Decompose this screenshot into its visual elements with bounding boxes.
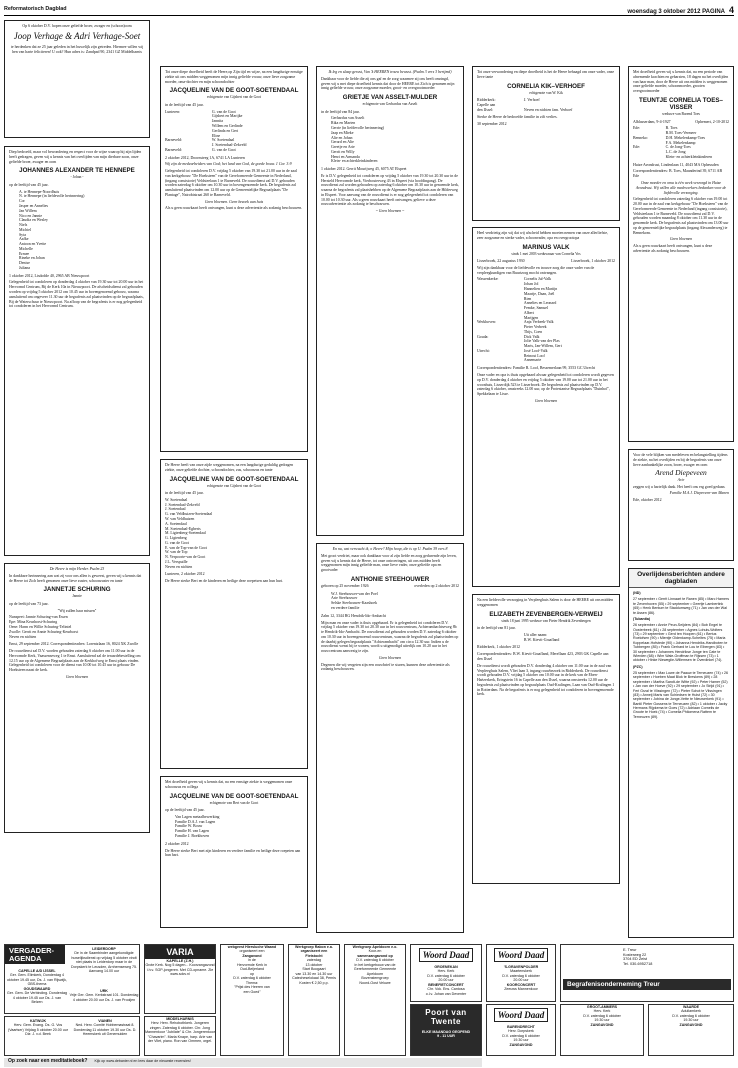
- family-line: Klein- en achterkleinkinderen: [331, 159, 378, 164]
- family-line: W. van Veldhuizen: [165, 517, 195, 521]
- ad-line: Fietstocht: [305, 953, 323, 958]
- family-line: Neven en nichten: [165, 564, 193, 569]
- family-line: N. te Hennepe (in liefdevolle herinnering): [19, 194, 85, 199]
- ad-line: ZANGAVOND: [509, 1042, 533, 1047]
- ad-verhage: Op 6 oktober D.V. hopen onze geliefde broer, zwager en (schoon)oom Joop Verhage & Adri Verhage-Soet te herdenken dat ze 25 jaar geleden in het huwelijk zijn getreden. Hiermee willen wij hen van harte feliciteren! U ook? Hun adres is: Zandpad 90, 2341 GZ Middelharnis: [4, 20, 150, 138]
- page-header: [4, 6, 734, 16]
- ad-sgravenpolder: [486, 944, 556, 1002]
- family-line: Gerard en Alie: [331, 140, 354, 145]
- family-line: Familie D.A.J. van Lagen: [175, 819, 216, 824]
- ad-groenekan: [410, 944, 482, 1002]
- family-line: W. van de Top: [165, 550, 188, 555]
- family-line: Marijgen: [523, 315, 539, 320]
- ad-te-hennepe: Diep bedroefd, maar vol bewondering en respect voor de wijze waarop hij zijn lijden heeft gedragen, geven wij u kennis van het overlijden van mijn dierbare zoon, onze geliefde broer, zwager en oom JOHANNES ALEXANDER TE HENNEPE - Johan - op de leeftijd van 45 jaar. A. te Hennepe-Noordhuis N. te Hennepe (in liefdevolle herinnering) Cor Jasper en Annelies Jan Willem Nico en Jannie Claudia en Wesley Niels Michiel Syta Aafke Antoon en Yvette Michelle Ermee Rineke en Johan Denise Juliana 1 oktober 2012, Lisdodde 40, 2965 AB Nieuwpoort Gelegenheid tot condoleren op donderdag 4 oktober van 19.30 uur tot 20.00 uur in het Hervormd Centrum, Bij de Kerk 10a in Nieuwpoort. De afscheidsdienst zal gehouden worden op vrijdag 5 oktober 2012 om 10.45 uur in bovengenoemd gebouw, waarna aansluitend om ongeveer 11.30 uur de begrafenis zal plaatsvinden op de begraafplaats, Bij de Waterschuur te Nieuwpoort. Na afloop van de begrafenis is er nog gelegenheid tot condoleren in het Hervormd Centrum.: [4, 146, 150, 556]
- family-line: Annelies en Leonard: [523, 301, 557, 306]
- family-line: Capelle aan: [477, 102, 496, 107]
- family-line: Jan Willem: [19, 208, 37, 213]
- family-list: [477, 277, 615, 363]
- family-list: [321, 116, 459, 164]
- family-line: A. Soetendaal: [165, 521, 187, 526]
- varia: VARIA KAPELLE (Z.H.) Grote Kerk. Nog 5 dagen... Koorzangavond i.h.v. SGP-jongeren. Met CD-opname. Zie www.sdcv.nl: [144, 944, 216, 1014]
- ad-diepeveen: Voor de vele blijken van medeleven en belangstelling tijdens de ziekte, na het overlijden en bij de begrafenis van onze lieve aanhankelijke zoon, broer, zwager en oom Arend Diepeveen Arie zeggen wij u hartelijk dank. Het heeft ons erg goed gedaan. Familie M.A.J. Diepeveen-van Manen Ede, oktober 2012: [628, 449, 734, 561]
- family-line: Rika en Marten: [331, 121, 356, 126]
- family-line: Gijsbert en Marijke: [211, 114, 243, 119]
- family-line: Uit aller naam:: [523, 632, 548, 637]
- family-list: [9, 615, 145, 639]
- varia-middelharnis: MIDDELHARNIS Herv. Herv. Rehobothkerk. Jongeren zingen. Zaterdag 6 oktober. Chr. Jong Mannenkoor "Jubilate" & Chr. Jongerenkoor "Chavarim". Maria Knape, harp. Arie van der Vliet, piano. Ron van Ommen, orgel.: [144, 1016, 216, 1056]
- family-line: G. Ligtenberg: [165, 536, 187, 541]
- ad-zevenbergen: Na een liefdevolle verzorging in Verpleeghuis Salem is door de HEERE uit ons midden weggenomen ELIZABETH ZEVENBERGEN-VERWEIJ sinds 18 juni 1995 weduwe van Pieter Hendrik Zevenbergen in de leeftijd van 81 jaar. Uit aller naam: B.W. Kievit-Graafland Ridderkerk, 1 oktober 2012 Correspondentieadres: B.W. Kievit-Graafland, Merellaan 423, 2903 GK Capelle aan den IJssel De rouwdienst wordt gehouden D.V. donderdag 4 oktober om 11.00 uur in de zaal van Verpleeghuis Salem, Vliet laan 3, ingang rouwbezoek in Ridderkerk. De rouwdienst wordt gehouden D.V. vrijdag 5 oktober om 10.00 uur in de kerk van de Eben-Haëzerkerk, Eringstein 16 in Capelle aan den IJssel, waarna omstreeks 12.00 uur de begrafenis zal plaatsvinden op begraafplaats Oud-Kralingen, Laan van Oud-Kralingen 1 in Rotterdam. Na de begrafenis is er nog gelegenheid tot condoleren in bovengenoemde kerk.: [472, 594, 620, 884]
- newspaper-name: Reformatorisch Dagblad: [4, 6, 67, 12]
- family-line: G. van de Goot: [165, 540, 189, 545]
- ad-valk: Heel verdrietig zijn wij dat wij afscheid hebben moeten nemen van onze allerliefste, zeer zorgzame en sterke vader, schoonvader, opa en overgrootopa MARINUS VALK sinds 1 mei 2003 weduwnaar van Cornelia Vos Lisserbroek, 22 augustus 1930 Lisserbroek, 1 oktober 2012 Wij zijn dankbaar voor de liefdevolle en trouwe zorg die onze vader van de verpleegkundigen van Buurtzorg mocht ontvangen. Wassenkerke: Cornelis Jul-Valk Johan Jol Hannelien en Martijn Maartje, Daan, Joël Rien Annelies en Leonard Femke, Samuel Albert Marijgen Werkhoven: Anja Verbeek-Valk Pieter Verbeek Thijs, Coen Gouda: Dick Valk Jolie Valk-van der Plas Maris, Jan-Willem, Gert Utrecht: José Loof-Valk Reinout Loof Annemarie Correspondentieadres: Familie R. Loof, Bessemerlaan 99, 3553 GC Utrecht Onze vader en opa is thuis opgebaard alwaar gelegenheid tot condoleren wordt gegeven op D.V. donderdag 4 oktober en vrijdag 5 oktober van 19.00 uur tot 21.00 uur in het woonhuis, Lisserdijk 523 te Lisserbroek. De begrafenis zal plaatsvinden op D.V. zaterdag 6 oktober, omstreeks 12.00 uur, op de Protestantse Begraafplaats "Duinhof", Spekkelaan te Lisse. Geen bloemen: [472, 227, 620, 587]
- family-line: J. Soetendaal: [165, 507, 186, 512]
- family-line: Gerrit en Willy: [331, 149, 355, 154]
- family-line: L.C. de Jong: [665, 150, 686, 155]
- ad-line: samenzangavond op: [357, 953, 393, 958]
- ad-line: 19.30 uur: [513, 1038, 529, 1043]
- family-line: Epe: Mina Keurhorst-Schuring: [9, 620, 58, 625]
- ad-line: Apeldoorn: [366, 971, 384, 976]
- family-line: E. van de Top-van de Goot: [165, 545, 207, 550]
- ad-barendrecht: [486, 1004, 556, 1056]
- family-line: Arie Steehouwer: [331, 596, 358, 601]
- family-line: Familie J. Boekhoven: [175, 834, 210, 838]
- family-line: den IJssel: Neven en nichten fam. Verhoef: [477, 107, 573, 112]
- ad-line: D.V. zaterdag 6 oktober: [427, 973, 465, 978]
- ad-oud-beijerland: [220, 944, 284, 1056]
- family-line: Femke, Samuel: [523, 306, 549, 311]
- family-line: Claudia en Wesley: [19, 218, 49, 223]
- family-line: Eline: [211, 133, 221, 138]
- ad-line: Start Boogaart: [302, 967, 326, 972]
- ad-line: BARENDRECHT: [507, 1025, 535, 1029]
- ad-line: D.V. zaterdag 6 oktober: [502, 973, 540, 978]
- family-line: Barneveld: W. Soetendaal: [165, 138, 235, 143]
- family-line: Ridderkerk: J. Verhoef: [477, 98, 540, 103]
- ad-line: 19.30 uur: [594, 1018, 610, 1023]
- vergader-agenda: VERGADER-AGENDA LEIDERDORP De in de Saambinder aangekondigde huwelijksdienst op vrijdag 5 oktober vindt niet plaats in Leiderdorp maar in de Dorpskerk te Leusden, Arnhemseweg 75. Aanvang 14.00 uur CAPELLE A/D IJSSEL Ger. Gem. Elimkerk, Donderdag 4 oktober 19.45 uur, Ds. J. van Rijswijk, GBS-thema GOUDSWAARD Ger. Gem. De Verbinding. Donderdag 4 oktober 19.45 uur Ds. J. van Belzen URK Vrije Ger. Gem. Kerkstraat 101. Donderdag 4 oktober 20.00 uur Ds. J. van Prooijen: [4, 944, 140, 1014]
- family-line: Gouda: Dick Valk: [477, 334, 540, 339]
- family-line: Michiel: [19, 227, 32, 232]
- family-line: Cor: [19, 199, 25, 204]
- ad-line: Zeeuws Mannenkoor: [504, 987, 538, 992]
- family-line: M. Ligtenberg-Soetendaal: [165, 531, 206, 536]
- family-line: A. te Hennepe-Noordhuis: [19, 189, 60, 194]
- ad-line: Gereformeerde Gemeente: [353, 967, 397, 972]
- ad-line: 'S-GRAVENPOLDER: [503, 965, 539, 969]
- family-line: M. Soetendaal-Egberts: [165, 526, 201, 531]
- ad-line: Zangavond: [242, 953, 262, 958]
- ad-line: 3704 ED Zeist: [623, 957, 648, 962]
- family-line: Gerrie (in liefdevolle herinnering): [331, 126, 385, 130]
- family-list: [633, 126, 729, 159]
- family-line: Ede: B. Toes: [633, 126, 678, 131]
- family-list: [477, 633, 615, 643]
- family-line: Jolie Valk-van der Plas: [523, 339, 560, 344]
- family-line: Thijs, Coen: [523, 329, 543, 334]
- family-line: Klein- en achterkleinkinderen: [665, 154, 713, 159]
- ad-groot-ammers: [560, 1004, 644, 1056]
- meditatieboek-banner[interactable]: Op zoek naar een meditatieboek? Kijk op www.debanier.nl en lees daar de nieuwste recensies!: [4, 1058, 482, 1067]
- ad-line: zaterdag: [307, 958, 321, 963]
- ad-line: D.V. zaterdag 6 oktober: [583, 1013, 621, 1018]
- ad-waarde: [648, 1004, 734, 1056]
- family-line: Barneveld: G. van de Goot: [165, 147, 236, 152]
- family-line: Wassenkerke: Cornelis Jul-Valk: [477, 277, 552, 282]
- ad-line: Kosten € 2,50 p.p.: [299, 980, 329, 985]
- ad-poort-van-twente: Poort van Twente ELKE MAANDAG GEOPEND 9 - 11 UUR: [410, 1004, 482, 1056]
- ad-line: Koor-en: [368, 949, 382, 954]
- ad-line: 13 oktober: [305, 962, 323, 967]
- ad-line: D.V. zaterdag 6 oktober: [672, 1013, 710, 1018]
- family-line: Ede: C. de Jong-Toes: [633, 145, 691, 150]
- family-line: J. Soetendaal-Zekveld: [211, 143, 247, 148]
- family-line: Juliana: [19, 265, 31, 270]
- family-line: Johan Jol: [523, 282, 539, 287]
- ad-van-asselt: Ik leg en slaap gerust, Van 'k HEEREN trouw bewust. (Psalm 3 vers 3 berijmd) Dankbaar voor de liefde die zij ons gaf en de zorg waarmee zij ons heeft omringd, geven wij u met diepe droefheid kennis dat door de HEERE tot Zich is genomen mijn innig geliefde vrouw, onze zorgzame moeder, groot- en overgrootmoeder GRIETJE VAN ASSELT-MULDER echtgenote van Gerhardus van Asselt in de leeftijd van 84 jaar. Gerhardus van Asselt Rika en Marten Gerrie (in liefdevolle herinnering) Jaap en Mieke Alie en Johan Gerard en Alie Greetje en Arie Gerrit en Willy Henri en Armanda Klein- en achterkleinkinderen 1 oktober 2012. Gerrit Mourijweg 45, 6075 AT Elspeet Er is D.V. gelegenheid tot condoleren op vrijdag 5 oktober van 19.30 tot 20.30 uur in de Hersteld Hervormde kerk, Vierhouterweg 43 in Elspeet (via hoofdingang). De rouwdienst zal worden gehouden op zaterdag 6 oktober om 10.30 uur in genoemde kerk, waarna de begrafenis zal plaatshebben op de Algemene Begraafplaats aan de Hilderweg in Elspeet. Voor aanvang van de rouwdienst is er nog gelegenheid tot condoleren van 10.00 tot 10.30 uur. Als u geen rouwkaart heeft ontvangen, gelieve u deze rouwadvertentie als zodanig te beschouwen. ~ Geen bloemen ~: [316, 66, 464, 536]
- family-list: [165, 110, 303, 153]
- ad-line: Chr. Vok. Ens. Cantosa: [427, 987, 465, 992]
- family-line: Rineke en Johan: [19, 256, 45, 261]
- family-line: Rien: [523, 296, 532, 301]
- ad-line: ZANGAVOND: [679, 1022, 703, 1027]
- family-line: Selske Steehouwer-Kaashoek: [331, 601, 378, 606]
- ad-line: WAARDE: [683, 1005, 699, 1009]
- family-list: [165, 498, 303, 569]
- ad-line: Werkgroep Apeldoorn e.o.: [352, 945, 398, 949]
- family-line: Werkhoven: Anja Verbeek-Valk: [477, 320, 554, 325]
- ad-line: in de: [248, 958, 256, 963]
- ad-line: KOORCONCERT: [506, 982, 536, 987]
- life-dates: Lisserbroek, 22 augustus 1930 Lisserbroek, 1 oktober 2012: [477, 259, 615, 264]
- family-line: J. Soetendaal-Zekveld: [165, 502, 200, 507]
- ad-line: Kosterweg 22: [623, 952, 647, 957]
- woord-en-daad-logo: Woord Daad: [494, 1008, 549, 1022]
- ad-steehouwer: En nu, wat verwacht ik, o Heere? Mijn hoop, die is op U. Psalm 39 vers 8 Met groot verdriet, maar ook dankbaar voor al zijn liefde en zorg gedurende zijn leven, geven wij u kennis dat de Heere, tot onze ontroeringen, uit ons midden heeft weggenomen mijn innig geliefde man, onze lieve vader, onze geliefde opa en grootvader ANTHONIE STEEHOUWER geboren op 25 november 1926 overleden op 2 oktober 2012 W.J. Steehouwer-van der Poel Arie Steehouwer Selske Steehouwer-Kaashoek en verdere familie Zalm 12, 3344 BG Hendrik-Ido-Ambacht Mijn man en onze vader is thuis opgebaard. Er is gelegenheid tot condoleren D.V. vrijdag 5 oktober van 19.30 tot 20.30 uur in het rouwcentrum, Achterambachtseweg 8b te Hendrik-Ido-Ambacht. De rouwdienst zal gehouden worden D.V. zaterdag 6 oktober om 10.30 uur in bovengenoemd rouwcentrum, waarna de begrafenis zal plaatsvinden op de daarbij gelegen begraafplaats "Achterambacht" om circa 12.30 uur. Indien u de rouwdienst wenst bij te wonen, wordt u uitgenodigd uiterlijk om 10.20 uur in het rouwcentrum aanwezig te zijn. Geen bloemen Degenen die wij vergeten zijn een rouwbrief te sturen, kunnen deze advertentie als zodanig beschouwen.: [316, 543, 464, 933]
- family-line: Reinout Loof: [523, 353, 545, 358]
- family-line: Jasper en Annelies: [19, 204, 48, 208]
- family-line: Pieter Verbeek: [523, 325, 547, 330]
- ad-line: Thema:: [245, 980, 259, 985]
- ad-van-de-goot-1: Tot onze diepe droefheid heeft de Heere,op Zijn tijd en wijze, na een langdurige ernstige ziekte uit ons midden weggenomen mijn innig geliefde vrouw, onze lieve zorgzame moeder, oma-dochter en mijn schoondochter JACQUELINE VAN DE GOOT-SOETENDAAL echtgenote van Gijsbert van de Goot in de leeftijd van 45 jaar. Lunteren: G. van de Goot Gijsbert en Marijke Jannita Willem en Gerlinde Gerlinda en Gert Eline Barneveld: W. Soetendaal J. Soetendaal-Zekveld Barneveld: G. van de Goot 2 oktober 2012, Doornsteeg 1A, 6741 LA Lunteren Wij zijn de medearbeiders van God; het land van God, de goede bouw. 1 Cor. 3:9 Gelegenheid tot condoleren D.V. vrijdag 5 oktober van 19.30 tot 21.00 uur in de zaal van kerkgebouw "De Hoeksteen" van de Gereformeerde Gemeente in Nederland, (ingang consistorie) Veldsteelaan 1 te Barneveld. De rouwdienst zal D.V. gehouden worden zaterdag 6 oktober om 10.30 uur in bovengenoemde kerk. De begrafenis zal aansluitend plaatsvinden om 12.00 uur op de Gemeentelijke Begraafplaats "De Plantage", Nairobistraat 260 te Barneveld. Geen bloemen. Geen bezoek aan huis Als u geen rouwkaart heeft ontvangen, kunt u deze advertentie als zodanig beschouwen.: [160, 66, 308, 452]
- ad-toes-visser-main: Met droefheid geven wij u kennis dat, na een periode van afnemende krachten en gebarsten, 18 dagen na het overlijden van haar man, door de Heere uit ons midden is weggenomen onze geliefde moeder, schoonmoeder, grooten overgrootmoeder TEUNTJE CORNELIA TOES–VISSER weduwe van Barend Toes Alblasserdam, 9-4-1927 Ophemert, 2-10-2012 Ede: B. Toes B.M. Toes-Vermeer Benneko: D.H. Mekelenkamp-Toes F.A. Mekelenkamp Ede: C. de Jong-Toes L.C. de Jong Klein- en achterkleinkinderen Huize Avondrust, Lindenlaan 11, 4043 MA Opheusden Correspondentieadres: B. Toes, Maanderind 39, 6711 AB Ede Onze moeder en oma is één week verzorgd in Huize Avondrust. Wij willen alle medewerkers bedanken voor de liefdevolle verzorging. Gelegenheid tot condoleren zaterdag 6 oktober van 19.00 tot 20.00 uur in de zaal van kerkgebouw "De Hoeksteen" van de Gereformeerde Gemeente in Nederland (ingang consistorie), Veldsteelaan 1 te Barneveld. De rouwdienst zal D.V. gehouden worden maandag 8 oktober om 11.30 uur in de genoemde kerk. De begrafenis zal plaatsvinden om 13.00 uur op de gemeentelijke begraafplaats (ingang Alexanderweg) te Bennekom. Geen bloemen Als u geen rouwkaart heeft ontvangen, kunt u deze advertentie als zodanig beschouwen.: [628, 66, 734, 442]
- overview-item: 25 september • Max Lowe de Paauw te Terneuzen (74) • 26 september • Hoeben Maat Blok te Breskens (89) • 28 september • Martha Sandt-de Witte (92) • Peter Hamer (52) • Jan van der Hoeve (92) • 29 september • Jo Strijd (91) • Feri Grzal te Vlissingen (72) • Pieter Schot te Vlissingen (83) • Anneij Maris van Schiedsen te Hulst (72) • 30 september • Jobina de Jonge-Vette te Nieuwerkerk (91) • Bantil Pieter Gossens te Terneuzen (82) • 1 oktober • Jacky Hermans Rijpkema te Goes (72) • Adriaan Cornelis de Groote te Hoek (74) • Cornelia Philomena Rattem te Terneuzen (89).: [633, 671, 728, 719]
- family-line: Greetje en Arie: [331, 145, 355, 150]
- ad-line: 20.00 uur: [513, 978, 529, 983]
- family-line: Willem en Gerlinde: [211, 124, 243, 128]
- overview-item: (Tubantia): [633, 616, 651, 621]
- ad-fietstocht: [288, 944, 340, 1056]
- family-list: [9, 190, 145, 271]
- family-line: B.W. Kievit-Graafland: [523, 637, 560, 642]
- overview-item: (PZC): [633, 664, 643, 669]
- family-line: Michelle: [19, 246, 33, 251]
- agenda-continued: KATWIJK Herv. Gem. Evang. Ds. G. Vos (Vaartser) Vrijdag 5 oktober 20.00 uur Diz: J. v.d. Beek VIANEN Ned. Herv. Comité Hobbemastraat 8. Donderdag 11 oktober 19.30 uur Ds. D. Heemskerk uit Genemuiden: [4, 1016, 140, 1056]
- ad-line: Hervormde Kerk in: [237, 962, 267, 967]
- family-line: W. Soetendaal: [165, 497, 188, 502]
- overview-list: [633, 591, 729, 719]
- ad-line: in het kerkgebouw van de: [354, 962, 396, 967]
- ad-line: 20.00 uur: [438, 978, 454, 983]
- ad-line: Catecheselokaal 38, Pernis: [292, 976, 336, 981]
- family-line: Niels: [19, 223, 28, 228]
- family-line: Albert: [523, 310, 534, 315]
- family-line: Nico en Jannie: [19, 213, 43, 218]
- family-line: B.M. Toes-Vermeer: [665, 131, 697, 136]
- family-line: Benneko: D.H. Mekelenkamp-Toes: [633, 135, 706, 140]
- ad-line: Bovenstemgroep: [361, 976, 389, 981]
- ad-line: Herv. Kerk: [437, 969, 455, 974]
- family-line: Alie en Johan: [331, 135, 353, 140]
- ad-van-de-goot-3: Met droefheid geven wij u kennis dat, na een ernstige ziekte is weggenomen onze schoonzus en collega JACQUELINE VAN DE GOOT-SOETENDAAL echtgenote van Bert van de Goot op de leeftijd van 45 jaar. Van Lagen metaalbewerking Familie D.A.J. van Lagen Familie W. Bouw Familie H. van Lagen Familie J. Boekhoven 2 oktober 2012 De Heere sterke Bert met zijn kinderen en verdere familie en heilige deze roepeten aan hun hart.: [160, 776, 308, 928]
- overview-item: 27 september • Gerrit Linnaart te Ranen (85) • Marc Hamers te Zevenhoven (55) • 29 september • Geertje Lambertink (65) • Henk Bentum te Staddumweg (71) • Jan van der Wal te Assen (86).: [633, 597, 729, 615]
- family-line: Lunteren: G. van de Goot: [165, 109, 236, 114]
- ad-line: organiseert een: [239, 949, 265, 954]
- overlijdens-overview: Overlijdensberichten andere dagbladen (ND) 27 september • Gerrit Linnaart te Ranen (85) • Marc Hamers te Zevenhoven (55) • 29 september • Geertje Lambertink (65) • Henk Bentum te Staddumweg (71) • Jan van der Wal te Assen (86). (Tubantia) 26 september • Annie Peun-Seijders (84) • Bob Engel te Oosterbeek (61) • 28 september • Agnes Lohuis-Wolters (73) • 29 september • Gerd ten Hoopen (61) • Bertus Roelofsen (90) • Mientje Oldenkamp-Scheltes (75) • Maria Koppelaar-Hofstede (90) • Johanna Hendriks-Handboten te Tubbergen (85) • Frank Gerhard te Lou te Elbergen (83) • 30 september • Johannes Hendrikse Jonge ten Cate te Wierden (68) • Wim Wale-Groffman te Rijssen (73) • 1 oktober • Hinke Nieweglie-Willemsen te Overdinkel (74). (PZC) 25 september • Max Lowe de Paauw te Terneuzen (74) • 26 september • Hoeben Maat Blok te Breskens (89) • 28 september • Martha Sandt-de Witte (92) • Peter Hamer (52) • Jan van der Hoeve (92) • 29 september • Jo Strijd (91) • Feri Grzal te Vlissingen (72) • Pieter Schot te Vlissingen (83) • Anneij Maris van Schiedsen te Hulst (72) • 30 september • Jobina de Jonge-Vette te Nieuwerkerk (91) • Bantil Pieter Gossens te Terneuzen (82) • 1 oktober • Jacky Hermans Rijpkema te Goes (72) • Adriaan Cornelis de Groote te Hoek (74) • Cornelia Philomena Rattem te Terneuzen (89).: [628, 568, 734, 938]
- family-line: Antoon en Yvette: [19, 242, 47, 247]
- couple-names: Joop Verhage & Adri Verhage-Soet: [13, 30, 141, 41]
- family-line: Jaap en Mieke: [331, 130, 354, 135]
- ad-line: D.V. zaterdag 6 oktober: [502, 1033, 540, 1038]
- ad-line: Adullamkerk: [681, 1009, 701, 1014]
- page-date: woensdag 3 oktober 2012 PAGINA 4: [627, 5, 734, 15]
- family-list: [477, 98, 615, 112]
- ad-line: Oud-Beijerland: [240, 967, 264, 972]
- family-line: Henri en Armanda: [331, 154, 360, 159]
- life-dates: geboren op 25 november 1926 overleden op 2 oktober 2012: [321, 583, 459, 588]
- family-line: Familie H. van Lagen: [175, 829, 209, 834]
- family-line: Oene: Harm en Willie Schuring-Telintel: [9, 625, 72, 629]
- family-line: N. Verpoorte-van de Goot: [165, 555, 206, 560]
- ad-line: BENEFIETCONCERT: [428, 982, 464, 987]
- ad-line: Werkgroep Rabon e.a. organiseert een: [295, 945, 333, 954]
- family-line: Ermee: [19, 251, 30, 256]
- family-line: Hannelien en Martijn: [523, 287, 558, 291]
- woord-en-daad-logo: Woord Daad: [419, 948, 474, 962]
- family-line: Maris, Jan-Willem, Gert: [523, 344, 562, 349]
- ad-van-de-goot-2: De Heere heeft van onze zijde weggenomen, na een langdurige geduldig gedragen ziekte, onze geliefde dochter, schoondochter, zus, schoonzus en tante JACQUELINE VAN DE GOOT-SOETENDAAL echtgenote van Gijsbert van de Goot in de leeftijd van 45 jaar. W. Soetendaal J. Soetendaal-Zekveld J. Soetendaal G. van Veldhuizen-Soetendaal W. van Veldhuizen A. Soetendaal M. Soetendaal-Egberts M. Ligtenberg-Soetendaal G. Ligtenberg G. van de Goot E. van de Top-van de Goot W. van de Top N. Verpoorte-van de Goot J.L. Verspuille Neven en nichten Lunteren, 2 oktober 2012 De Heere sterke Bert en de kinderen en heilige deze roepetsen aan hun hart.: [160, 459, 308, 769]
- family-line: Nunspeet: Jannie Schuring-van Essen: [9, 615, 68, 620]
- ad-line: D.V. zaterdag 6 oktober: [356, 958, 394, 963]
- family-line: Gerhardus van Asselt: [331, 116, 365, 121]
- family-line: en verdere familie: [331, 606, 360, 611]
- family-line: Maartje, Daan, Joël: [523, 291, 555, 296]
- family-line: Gerlinda en Gert: [211, 128, 239, 133]
- family-line: Van Lagen metaalbewerking: [175, 814, 220, 819]
- woord-en-daad-logo: Woord Daad: [494, 948, 549, 962]
- family-line: Jannita: [211, 119, 223, 124]
- ad-line: een Goed": [243, 989, 261, 994]
- family-line: Zwolle: Gerrit en Annie Schuring-Keurhorst: [9, 629, 79, 634]
- ad-schuring: De Heere is mijn Herder. Psalm 23 In dankbare herinnering aan wat zij voor ons allen is geweest, geven wij u kennis dat de Heere tot Zich heeft genomen onze lieve zuster, schoonzuster en tante JANNETJE SCHURING Jannie op de leeftijd van 73 jaar. "Wij zullen haar missen" Nunspeet: Jannie Schuring-van Essen Epe: Mina Keurhorst-Schuring Oene: Harm en Willie Schuring-Telintel Zwolle: Gerrit en Annie Schuring-Keurhorst Neven en nichten Emst, 29 september 2012. Correspondentieadres: Lorentzlaan 16, 8024 XK Zwolle De rouwdienst zal D.V. worden gehouden zaterdag 6 oktober om 11.00 uur in de Hervormde Kerk, Vaassenseweg 1 te Emst. Aansluitend zal de teraardebestelling om 12.15 uur op de Algemene Begraafplaats aan de Kerkhofweg te Emst plaats vinden. Gelegenheid tot condoleren voor de dienst van 10.00 tot 10.45 uur in gebouw De Hoeksteen naast de kerk. Geen bloemen: [4, 563, 150, 833]
- ad-line: D.V. zaterdag 6 oktober: [233, 976, 271, 981]
- family-line: Annemarie: [523, 358, 542, 363]
- family-line: Utrecht: José Loof-Valk: [477, 348, 548, 353]
- family-line: F.A. Mekelenkamp: [665, 140, 696, 145]
- ad-line: webgeest Hiersluche Waand: [227, 945, 277, 949]
- family-line: J.L. Verspuille: [165, 559, 188, 564]
- ad-line: Tel. 030-6952718: [623, 962, 653, 967]
- ad-line: Maartenskerk: [510, 969, 532, 974]
- family-line: G. van Veldhuizen-Soetendaal: [165, 512, 213, 517]
- overview-item: (ND): [633, 591, 641, 595]
- ad-line: "Prijst des Heeren van: [234, 985, 270, 990]
- ad-line: ZANGAVOND: [590, 1022, 614, 1027]
- ad-line: Noord-Oost Veluwe: [359, 980, 391, 985]
- family-line: Syta: [19, 232, 26, 237]
- family-line: W.J. Steehouwer-van der Poel: [331, 591, 378, 596]
- ad-line: E. Treur: [623, 948, 637, 952]
- ad-line: GROOT-AMMERS: [586, 1005, 618, 1009]
- ad-apeldoorn: [344, 944, 406, 1056]
- family-line: Denise: [19, 261, 30, 266]
- family-list: [165, 815, 303, 839]
- ad-line: Herv. Dorpskerk: [508, 1029, 534, 1034]
- ad-line: Herv. Kerk: [593, 1009, 611, 1014]
- ad-line: op: [250, 971, 254, 976]
- family-line: Aafke: [19, 237, 29, 242]
- overview-item: 26 september • Annie Peun-Seijders (84) • Bob Engel te Oosterbeek (61) • 28 september • Agnes Lohuis-Wolters (73) • 29 september • Gerd ten Hoopen (61) • Bertus Roelofsen (90) • Mientje Oldenkamp-Scheltes (75) • Maria Koppelaar-Hofstede (90) • Johanna Hendriks-Handboten te Tubbergen (85) • Frank Gerhard te Lou te Elbergen (83) • 30 september • Johannes Hendrikse Jonge ten Cate te Wierden (68) • Wim Wale-Groffman te Rijssen (73) • 1 oktober • Hinke Nieweglie-Willemsen te Overdinkel (74).: [633, 623, 728, 663]
- family-line: Neven en nichten: [9, 634, 37, 639]
- family-line: Familie W. Bouw: [175, 824, 203, 829]
- ad-line: 19.30 uur: [683, 1018, 699, 1023]
- family-list: [321, 592, 459, 611]
- ad-treur: E. Treur Kosterweg 22 3704 ED Zeist Tel. 030-6952718 Begrafenisonderneming Treur: [560, 944, 734, 1002]
- ad-line: o.l.v. Johan van Deventer: [425, 991, 467, 996]
- life-dates: Alblasserdam, 9-4-1927 Ophemert, 2-10-2012: [633, 119, 729, 124]
- ad-line: GROENEKAN: [434, 965, 458, 969]
- ad-kik-verhoef: Tot onze verwondering en diepe droefheid is het de Heere behaagd om onze vader, onze lieve tante CORNELIA KIK–VERHOEF echtgenote van W. Kik Ridderkerk: J. Verhoef Capelle aan den IJssel: Neven en nichten fam. Verhoef Sterke de Heere de bedroefde familie in zift verlies. 30 september 2012: [472, 66, 620, 221]
- ad-line: van 13.30 en 14.30 uur: [295, 971, 333, 976]
